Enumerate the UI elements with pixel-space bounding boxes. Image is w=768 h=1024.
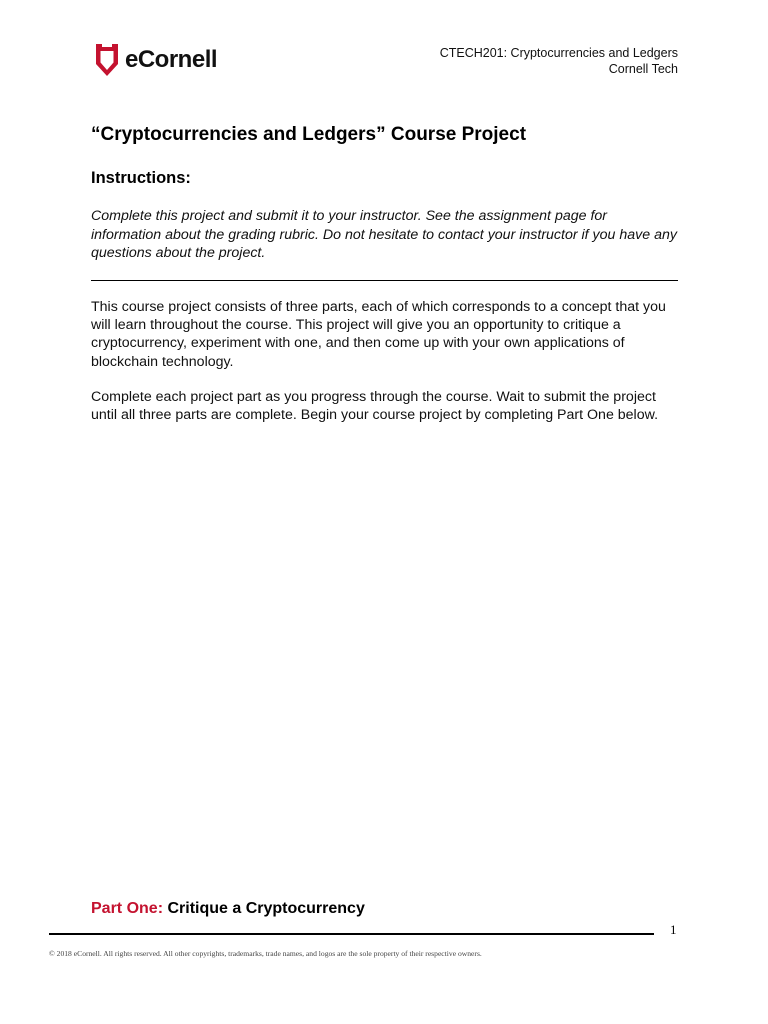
part-one-label: Part One:: [91, 900, 164, 917]
completion-paragraph: Complete each project part as you progress through the course. Wait to submit the project until all three parts are complete. Begin your course project by completing Part One below.: [91, 389, 659, 424]
part-one-heading: [91, 900, 365, 918]
course-code: CTECH201: Cryptocurrencies and Ledgers: [439, 46, 678, 60]
page-number: 1: [670, 922, 677, 937]
instructions-text: Complete this project and submit it to your instructor. See the assignment page for information about the grading rubric. Do not hesitate to contact your instructor if you have any questions about the project.: [91, 208, 677, 261]
intro-paragraph: This course project consists of three parts, each of which corresponds to a concept that you will learn throughout the course. This project will give you an opportunity to critique a cryptocurrency, experiment with one, and then come up with your own applications of blockchain technology.: [91, 299, 666, 370]
shield-logo-icon: [94, 42, 120, 78]
section-divider: [91, 280, 678, 281]
copyright-notice: © 2018 eCornell. All rights reserved. All other copyrights, trademarks, trade names, and logos are the sole property of their respective owners.: [49, 949, 482, 958]
footer-divider: [49, 933, 654, 935]
ecornell-logo: [94, 42, 217, 78]
logo-wordmark: eCornell: [125, 46, 218, 73]
page-title: “Cryptocurrencies and Ledgers” Course Project: [91, 124, 527, 145]
part-one-title: Critique a Cryptocurrency: [167, 900, 365, 917]
instructions-heading: Instructions:: [91, 169, 191, 187]
document-header: [440, 45, 678, 77]
institution-name: Cornell Tech: [608, 62, 678, 76]
